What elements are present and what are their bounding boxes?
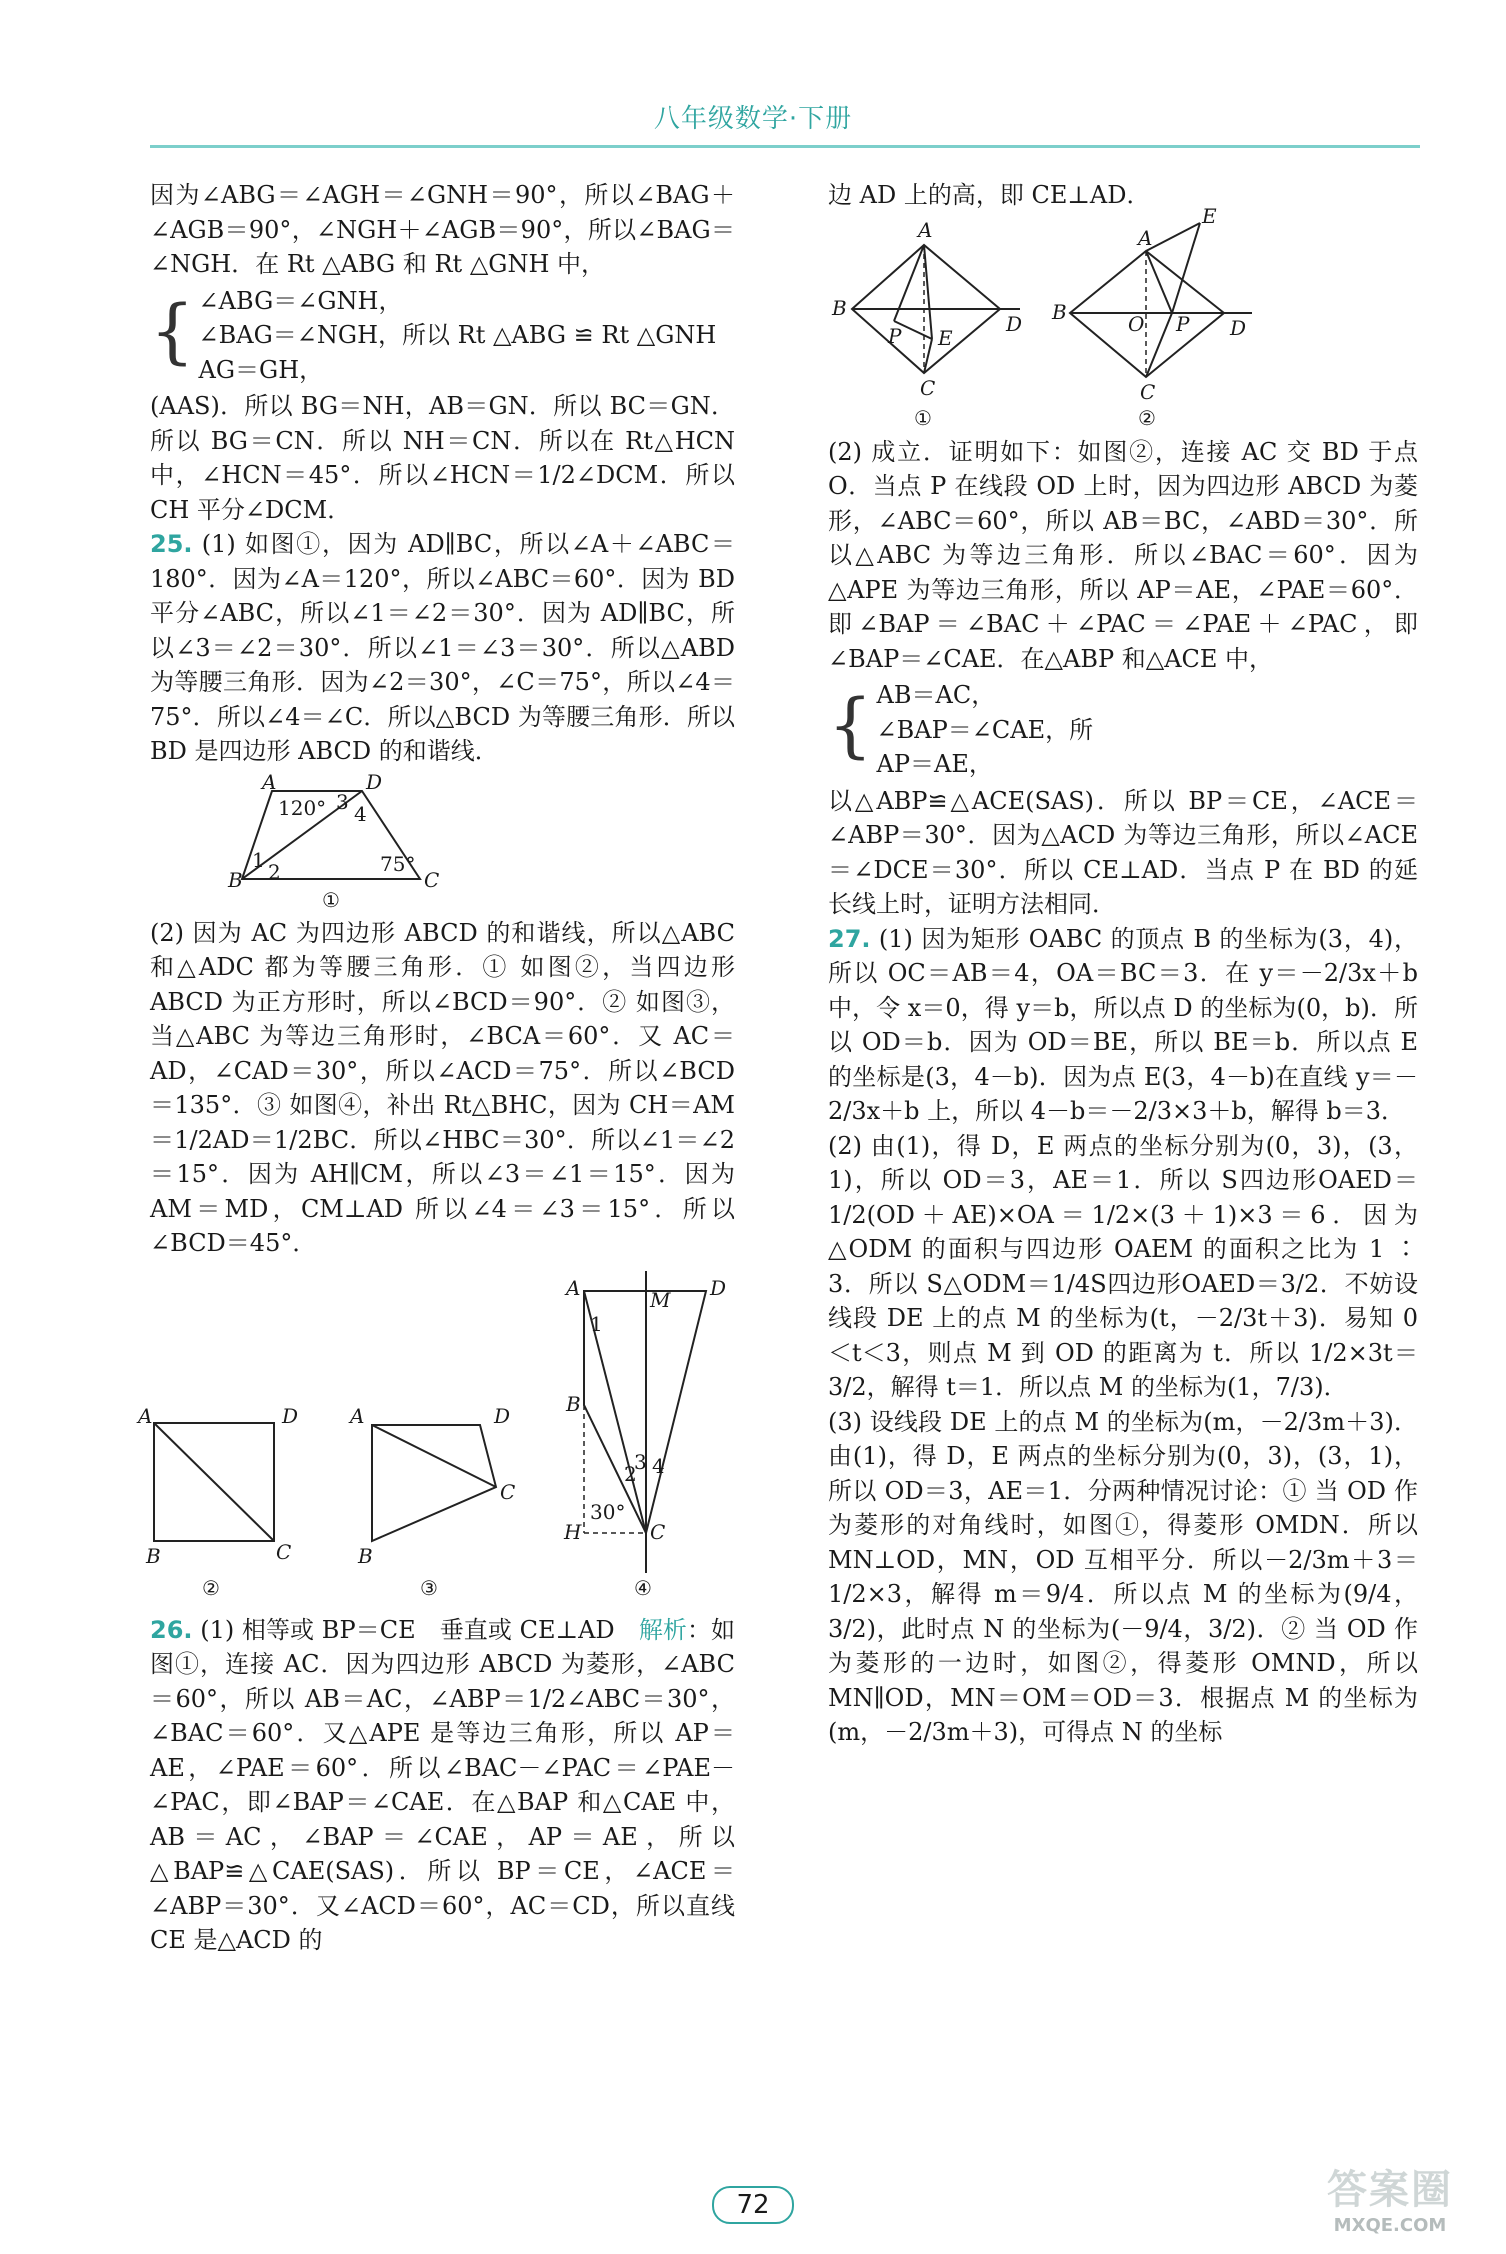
label-B: B	[228, 867, 243, 892]
paragraph: (3) 设线段 DE 上的点 M 的坐标为(m，－2/3m＋3)．由(1)，得 D，E 两点的坐标分别为(0，3)，(3，1)，所以 OD＝3，AE＝1．分两种情况讨论：① 当 OD 作为菱形的对角线时，如图①，得菱形 OMDN．所以 MN⊥OD，MN，OD 互相平分．所以－2/3m＋3＝1/2×3，解得 m＝9/4．所以点 M 的坐标为(9/4，3/2)，此时点 N 的坐标为(－9/4，3/2)．② 当 OD 作为菱形的一边时，如图②，得菱形 OMND，所以 MN∥OD，MN＝OM＝OD＝3．根据点 M 的坐标为(m，－2/3m＋3)，可得点 N 的坐标	[828, 1407, 1418, 1746]
question-text: (1) 因为矩形 OABC 的顶点 B 的坐标为(3，4)，所以 OC＝AB＝4，OA＝BC＝3．在 y＝－2/3x＋b 中，令 x＝0，得 y＝b，所以点 D 的坐标为(0，b)．所以 OD＝b．因为 OD＝BE，所以 BE＝b．所以点 E 的坐标是(3，4－b)．因为点 E(3，4－b)在直线 y＝－2/3x＋b 上，所以 4－b＝－2/3×3＋b，解得 b＝3．	[828, 924, 1418, 1125]
label-A: A	[1138, 225, 1153, 250]
paragraph: 边 AD 上的高，即 CE⊥AD．	[828, 181, 1151, 209]
label-B: B	[832, 295, 847, 320]
label-C: C	[920, 375, 936, 400]
paragraph: 因为∠ABG＝∠AGH＝∠GNH＝90°，所以∠BAG＋∠AGB＝90°，∠NGH＋∠AGB＝90°，所以∠BAG＝∠NGH．在 Rt △ABG 和 Rt △GNH 中，	[150, 181, 735, 278]
angle-number: 3	[634, 1449, 647, 1474]
label-C: C	[276, 1539, 292, 1564]
label-C: C	[650, 1519, 666, 1544]
watermark-url: MXQE.COM	[1333, 2215, 1447, 2236]
angle-number: 4	[652, 1453, 665, 1478]
question-text: ：如图①，连接 AC．因为四边形 ABCD 为菱形，∠ABC＝60°，所以 AB＝AC，∠ABP＝1/2∠ABC＝30°，∠BAC＝60°．又△APE 是等边三角形，所以 AP＝AE，∠PAE＝60°．所以∠BAC－∠PAC＝∠PAE－∠PAC，即∠BAP＝∠CAE．在△BAP 和△CAE 中，AB＝AC，∠BAP＝∠CAE，AP＝AE，所以△BAP≌△CAE(SAS)．所以 BP＝CE，∠ACE＝∠ABP＝30°．又∠ACD＝60°，AC＝CD，所以直线 CE 是△ACD 的	[150, 1615, 736, 1954]
paragraph: (2) 因为 AC 为四边形 ABCD 的和谐线，所以△ABC 和△ADC 都为等腰三角形．① 如图②，当四边形 ABCD 为正方形时，所以∠BCD＝90°．② 如图③，当△ABC 为等边三角形时，∠BCA＝60°．又 AC＝AD，∠CAD＝30°，所以∠ACD＝75°．所以∠BCD＝135°．③ 如图④，补出 Rt△BHC，因为 CH＝AM＝1/2AD＝1/2BC．所以∠HBC＝30°．所以∠1＝∠2＝15°．因为 AH∥CM，所以∠3＝∠1＝15°．因为 AM＝MD，CM⊥AD 所以∠4＝∠3＝15°．所以∠BCD＝45°．	[150, 918, 735, 1257]
label-B: B	[1052, 299, 1067, 324]
figure-caption: ②	[202, 1575, 220, 1600]
label-H: H	[564, 1519, 582, 1544]
angle-number: 2	[268, 859, 281, 884]
label-B: B	[566, 1391, 581, 1416]
brace-symbol: {	[150, 289, 195, 372]
page-number	[0, 2186, 1506, 2224]
label-O: O	[1128, 311, 1145, 336]
question-text: (1) 如图①，因为 AD∥BC，所以∠A＋∠ABC＝180°．因为∠A＝120°，所以∠ABC＝60°．因为 BD 平分∠ABC，所以∠1＝∠2＝30°．因为 AD∥BC，所以∠3＝∠2＝30°．所以∠1＝∠3＝30°．所以△ABD 为等腰三角形．因为∠2＝30°，∠C＝75°，所以∠4＝75°．所以∠4＝∠C．所以△BCD 为等腰三角形．所以 BD 是四边形 ABCD 的和谐线．	[150, 530, 735, 765]
angle-number: 3	[336, 789, 349, 814]
system-line: ∠ABG＝∠GNH，	[198, 286, 403, 315]
paragraph: (2) 由(1)，得 D，E 两点的坐标分别为(0，3)，(3，1)，所以 OD＝3，AE＝1．所以 S四边形OAED＝1/2(OD＋AE)×OA＝1/2×(3＋1)×3＝6．因为△ODM 的面积与四边形 OAEM 的面积之比为 1 ∶ 3．所以 S△ODM＝1/4S四边形OAED＝3/2．不妨设线段 DE 上的点 M 的坐标为(t，－2/3t＋3)．易知 0＜t＜3，则点 M 到 OD 的距离为 t．所以 1/2×3t＝3/2，解得 t＝1．所以点 M 的坐标为(1，7/3)．	[828, 1131, 1418, 1401]
figure-caption: ④	[634, 1575, 652, 1600]
label-C: C	[424, 867, 440, 892]
system-line: AB＝AC，	[876, 681, 996, 709]
paragraph: (AAS)．所以 BG＝NH，AB＝GN．所以 BC＝GN．所以 BG＝CN．所以 NH＝CN．所以在 Rt△HCN 中，∠HCN＝45°．所以∠HCN＝1/2∠DCM．所以 CH 平分∠DCM．	[150, 392, 735, 524]
question-26	[150, 1613, 735, 1958]
figure-caption: ③	[420, 1575, 438, 1600]
brace-symbol: {	[828, 684, 873, 766]
system-line: ∠BAG＝∠NGH，所以 Rt △ABG ≌ Rt △GNH	[198, 321, 717, 349]
label-D: D	[1006, 311, 1023, 336]
question-27	[828, 922, 1418, 1129]
label-E: E	[938, 325, 953, 350]
figure-caption: ②	[1138, 405, 1156, 430]
question-number: 26.	[150, 1615, 193, 1644]
angle-number: 1	[252, 847, 265, 872]
angle-number: 4	[354, 801, 367, 826]
label-D: D	[494, 1403, 511, 1428]
right-column	[828, 178, 1418, 1750]
label-A: A	[918, 217, 933, 242]
system-line: AP＝AE，	[876, 750, 993, 778]
figure-caption: ①	[914, 405, 932, 430]
label-B: B	[358, 1543, 373, 1568]
analysis-label: 解析	[638, 1615, 687, 1644]
label-C: C	[500, 1479, 516, 1504]
header-rule	[150, 145, 1420, 148]
paragraph: (2) 成立．证明如下：如图②，连接 AC 交 BD 于点 O．当点 P 在线段 OD 上时，因为四边形 ABCD 为菱形，∠ABC＝60°，所以 AB＝BC，∠ABD＝30°．所以△ABC 为等边三角形．所以∠BAC＝60°．因为△APE 为等边三角形，所以 AP＝AE，∠PAE＝60°．即∠BAP＝∠BAC＋∠PAC＝∠PAE＋∠PAC，即∠BAP＝∠CAE．在△ABP 和△ACE 中，	[828, 437, 1418, 673]
figure-caption: ①	[322, 887, 340, 912]
answer-text: (1) 相等或 BP＝CE 垂直或 CE⊥AD	[200, 1615, 615, 1644]
figures-rhombus	[828, 203, 1418, 430]
label-A: A	[262, 769, 277, 794]
label-P: P	[1176, 311, 1190, 336]
question-25	[150, 527, 735, 769]
site-watermark	[1290, 2158, 1490, 2248]
watermark-line: 答案圈	[1327, 2167, 1453, 2213]
label-A: A	[350, 1403, 365, 1428]
system-line: AG＝GH，	[198, 355, 324, 384]
label-D: D	[1230, 315, 1247, 340]
label-D: D	[366, 769, 383, 794]
angle-number: 1	[590, 1311, 603, 1336]
label-D: D	[282, 1403, 299, 1428]
label-C: C	[1140, 379, 1156, 404]
angle-label: 30°	[590, 1499, 626, 1524]
question-number: 25.	[150, 530, 193, 558]
question-number: 27.	[828, 924, 871, 953]
label-E: E	[1202, 203, 1217, 228]
left-column	[138, 178, 736, 1958]
page-header	[0, 0, 1506, 150]
angle-number: 2	[624, 1461, 637, 1486]
label-B: B	[146, 1543, 161, 1568]
page-number-text: 72	[712, 2186, 793, 2224]
system-line: ∠BAP＝∠CAE，所	[876, 715, 1094, 744]
figures-2-3-4	[138, 1267, 735, 1607]
equation-system	[828, 678, 1418, 782]
header-title: 八年级数学·下册	[653, 104, 853, 134]
label-A: A	[138, 1403, 153, 1428]
angle-label: 120°	[278, 795, 327, 820]
equation-system	[150, 284, 735, 388]
label-M: M	[650, 1287, 671, 1312]
label-D: D	[710, 1275, 727, 1300]
paragraph: 以△ABP≌△ACE(SAS)．所以 BP＝CE，∠ACE＝∠ABP＝30°．因为△ACD 为等边三角形，所以∠ACE＝∠DCE＝30°．所以 CE⊥AD．当点 P 在 BD 的延长线上时，证明方法相同．	[828, 786, 1418, 918]
label-A: A	[566, 1275, 581, 1300]
figure-trapezoid	[150, 769, 735, 912]
label-P: P	[888, 323, 902, 348]
angle-label: 75°	[380, 851, 416, 876]
